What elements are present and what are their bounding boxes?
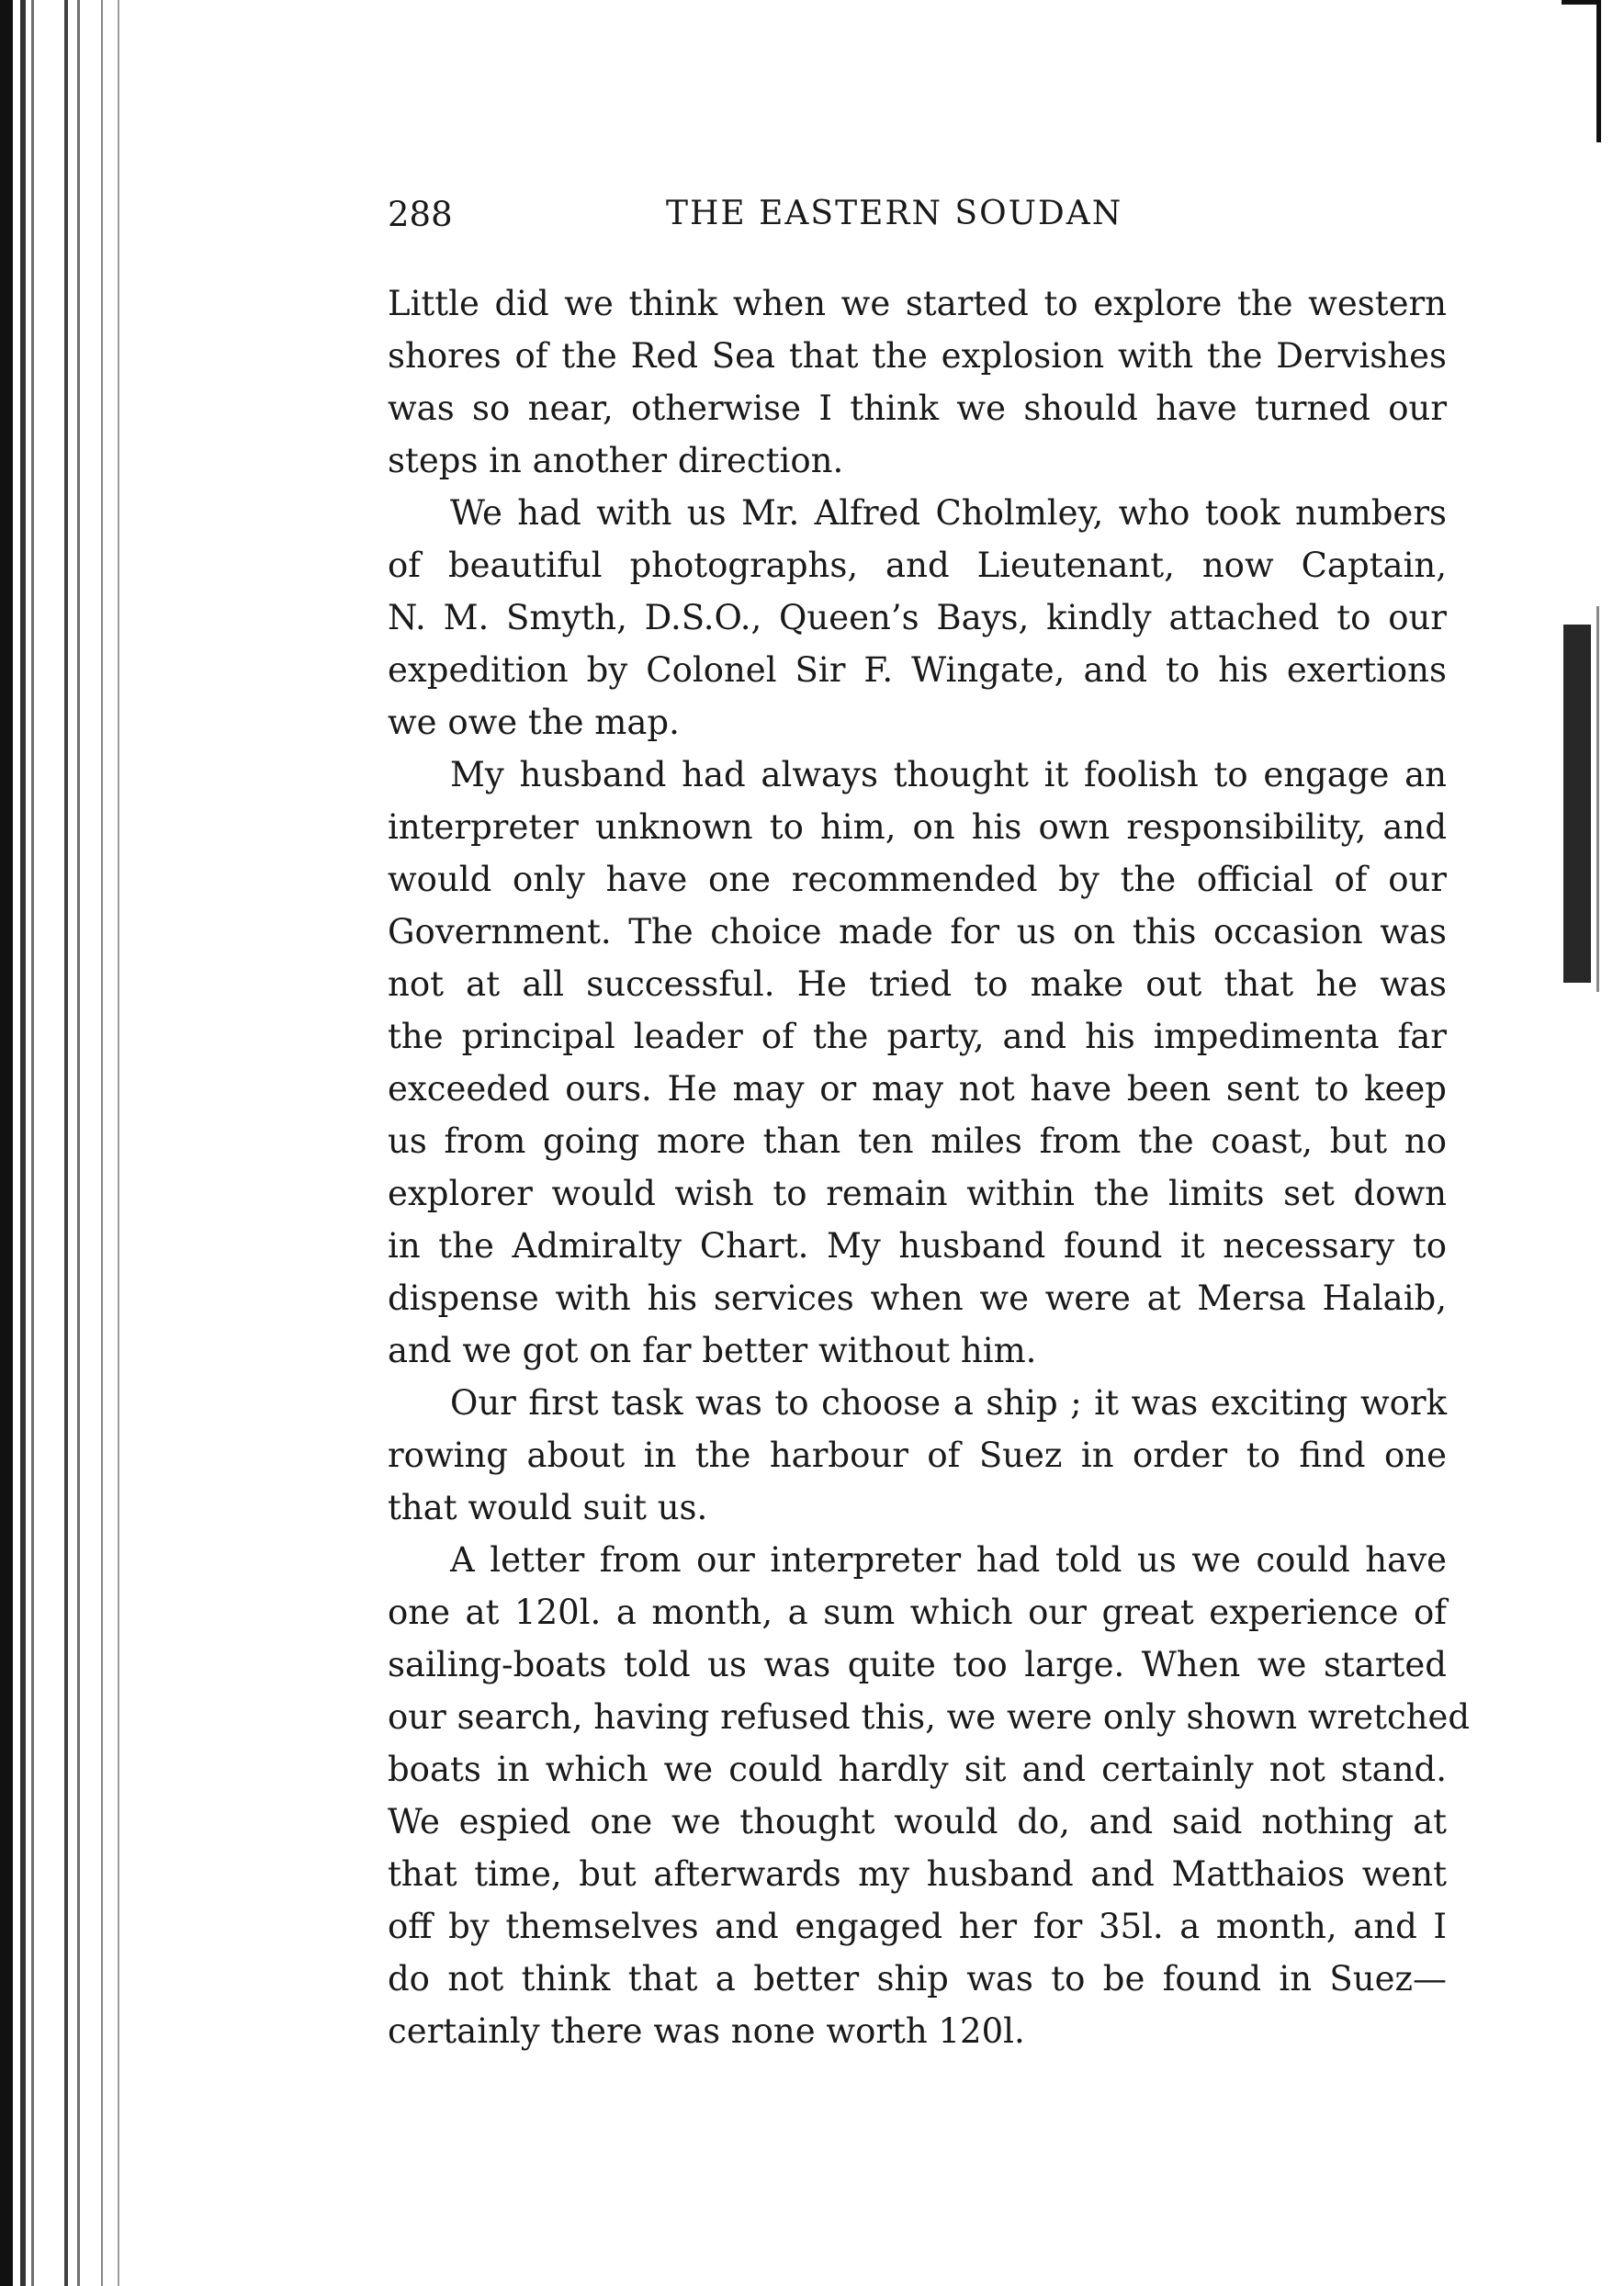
text-line: A letter from our interpreter had told us we could have — [450, 1540, 1447, 1580]
text-line: exceeded ours. He may or may not have been sent to keep — [388, 1069, 1447, 1109]
text-line: We espied one we thought would do, and said nothing at — [388, 1802, 1447, 1841]
text-line: of beautiful photographs, and Lieutenant, now Captain, — [388, 546, 1447, 585]
text-line: We had with us Mr. Alfred Cholmley, who took numbers — [450, 493, 1447, 533]
text-line: we owe the map. — [388, 703, 680, 742]
text-line: would only have one recommended by the official of our — [388, 860, 1447, 899]
text-line: not at all successful. He tried to make out that he was — [388, 964, 1447, 1004]
text-line: N. M. Smyth, D.S.O., Queen’s Bays, kindly attached to our — [388, 598, 1447, 637]
text-line: certainly there was none worth 120l. — [388, 2011, 1025, 2051]
text-line: explorer would wish to remain within the limits set down — [388, 1174, 1447, 1213]
text-line: that would suit us. — [388, 1488, 708, 1527]
text-line: in the Admiralty Chart. My husband found it necessary to — [388, 1226, 1447, 1266]
text-line: us from going more than ten miles from the coast, but no — [388, 1121, 1447, 1161]
text-line: off by themselves and engaged her for 35l. a month, and I — [388, 1907, 1447, 1946]
page-number: 288 — [388, 195, 453, 234]
text-line: that time, but afterwards my husband and Matthaios went — [388, 1854, 1447, 1894]
text-line: rowing about in the harbour of Suez in order to find one — [388, 1436, 1447, 1475]
text-line: boats in which we could hardly sit and certainly not stand. — [388, 1750, 1447, 1789]
running-title: THE EASTERN SOUDAN — [666, 195, 1123, 232]
text-line: the principal leader of the party, and his impedimenta far — [388, 1017, 1447, 1056]
text-line: one at 120l. a month, a sum which our great experience of — [388, 1593, 1447, 1632]
text-line: My husband had always thought it foolish to engage an — [450, 755, 1447, 794]
text-line: shores of the Red Sea that the explosion with the Dervishes — [388, 336, 1447, 376]
text-line: sailing-boats told us was quite too large. When we started — [388, 1645, 1447, 1684]
text-line: and we got on far better without him. — [388, 1331, 1037, 1370]
text-line: was so near, otherwise I think we should have turned our — [388, 389, 1447, 428]
text-line: dispense with his services when we were at Mersa Halaib, — [388, 1278, 1447, 1318]
text-line: Little did we think when we started to explore the western — [388, 284, 1447, 323]
text-line: interpreter unknown to him, on his own responsibility, and — [388, 807, 1447, 847]
text-line: Government. The choice made for us on this occasion was — [388, 912, 1447, 952]
text-line: expedition by Colonel Sir F. Wingate, and to his exertions — [388, 650, 1447, 690]
text-line: Our first task was to choose a ship ; it was exciting work — [450, 1383, 1447, 1423]
text-line: steps in another direction. — [388, 441, 844, 480]
text-line: our search, having refused this, we were only shown wretched — [388, 1697, 1471, 1737]
text-line: do not think that a better ship was to be found in Suez— — [388, 1959, 1447, 1999]
